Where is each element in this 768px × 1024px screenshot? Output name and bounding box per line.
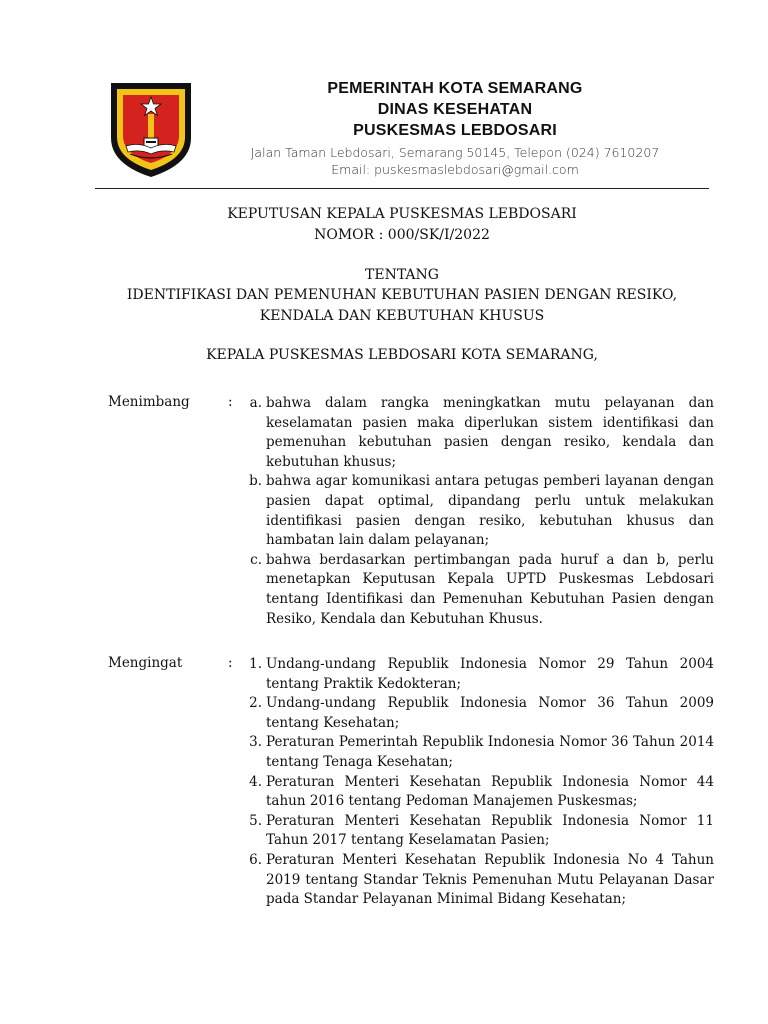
letterhead-agency: DINAS KESEHATAN [377, 101, 533, 118]
letterhead-institution: PUSKESMAS LEBDOSARI [353, 122, 557, 139]
letterhead-government: PEMERINTAH KOTA SEMARANG [327, 80, 583, 97]
decree-number: NOMOR : 000/SK/I/2022 [314, 227, 490, 243]
item-text: bahwa berdasarkan pertimbangan pada huruf a dan b, perlu menetapkan Keputusan Kepala UPTD Puskesmas Lebdosari tentang Identifikasi dan Pemenuhan Kebutuhan Pasien dengan Resiko, Kendala dan Kebutuhan Khusus. [266, 551, 714, 627]
item-text: Undang-undang Republik Indonesia Nomor 29 Tahun 2004 tentang Praktik Kedokteran; [266, 656, 714, 692]
item-text: Peraturan Menteri Kesehatan Republik Indonesia No 4 Tahun 2019 tentang Standar Teknis Pemenuhan Mutu Pelayanan Dasar pada Standar Pelayanan Minimal Bidang Kesehatan; [266, 851, 714, 908]
item-marker: 2. [249, 695, 262, 712]
item-text: Peraturan Menteri Kesehatan Republik Indonesia Nomor 11 Tahun 2017 tentang Keselamatan Pasien; [266, 812, 714, 849]
item-marker: 4. [249, 773, 262, 790]
list-item [236, 733, 714, 772]
item-text: bahwa agar komunikasi antara petugas pemberi layanan dengan pasien dapat optimal, dipandang perlu untuk melakukan identifikasi pasien dengan resiko, kebutuhan khusus dan hambatan lain dalam pelayanan; [266, 473, 714, 549]
considering-list [236, 394, 714, 629]
list-item [236, 394, 714, 472]
decree-subject-line1: IDENTIFIKASI DAN PEMENUHAN KEBUTUHAN PASIEN DENGAN RESIKO, [126, 287, 678, 303]
item-marker: 6. [249, 851, 262, 868]
item-text: Peraturan Menteri Kesehatan Republik Indonesia Nomor 44 tahun 2016 tentang Pedoman Manajemen Puskesmas; [266, 773, 714, 810]
item-marker: 1. [249, 656, 262, 672]
letterhead-divider [95, 188, 709, 189]
city-emblem-logo [108, 80, 194, 180]
item-text: Peraturan Pemerintah Republik Indonesia Nomor 36 Tahun 2014 tentang Tenaga Kesehatan; [266, 734, 714, 770]
item-marker: a. [249, 395, 262, 411]
item-text: Undang-undang Republik Indonesia Nomor 36 Tahun 2009 tentang Kesehatan; [266, 695, 714, 731]
item-marker: b. [249, 473, 262, 490]
considering-colon: : [228, 394, 233, 410]
list-item [236, 851, 714, 910]
decree-about: TENTANG [365, 267, 439, 283]
decree-subject-line2: KENDALA DAN KEBUTUHAN KHUSUS [259, 308, 545, 324]
considering-label: Menimbang [108, 394, 190, 410]
recalling-colon: : [228, 655, 233, 671]
recalling-label: Mengingat [108, 655, 183, 671]
letterhead-address: Jalan Taman Lebdosari, Semarang 50145, Telepon (024) 7610207 [250, 145, 660, 160]
list-item [236, 551, 714, 629]
list-item [236, 773, 714, 812]
list-item [236, 655, 714, 694]
recalling-list [236, 655, 714, 910]
list-item [236, 694, 714, 733]
item-marker: c. [250, 551, 262, 568]
item-marker: 3. [249, 734, 262, 751]
decree-issuer: KEPALA PUSKESMAS LEBDOSARI KOTA SEMARANG, [206, 347, 598, 363]
list-item [236, 812, 714, 851]
item-marker: 5. [249, 812, 262, 829]
letterhead-email: Email: puskesmaslebdosari@gmail.com [331, 162, 579, 177]
list-item [236, 472, 714, 550]
item-text: bahwa dalam rangka meningkatkan mutu pelayanan dan keselamatan pasien maka diperlukan sistem identifikasi dan pemenuhan kebutuhan pasien dengan resiko, kendala dan kebutuhan khusus; [266, 395, 714, 470]
decree-title: KEPUTUSAN KEPALA PUSKESMAS LEBDOSARI [227, 206, 577, 222]
